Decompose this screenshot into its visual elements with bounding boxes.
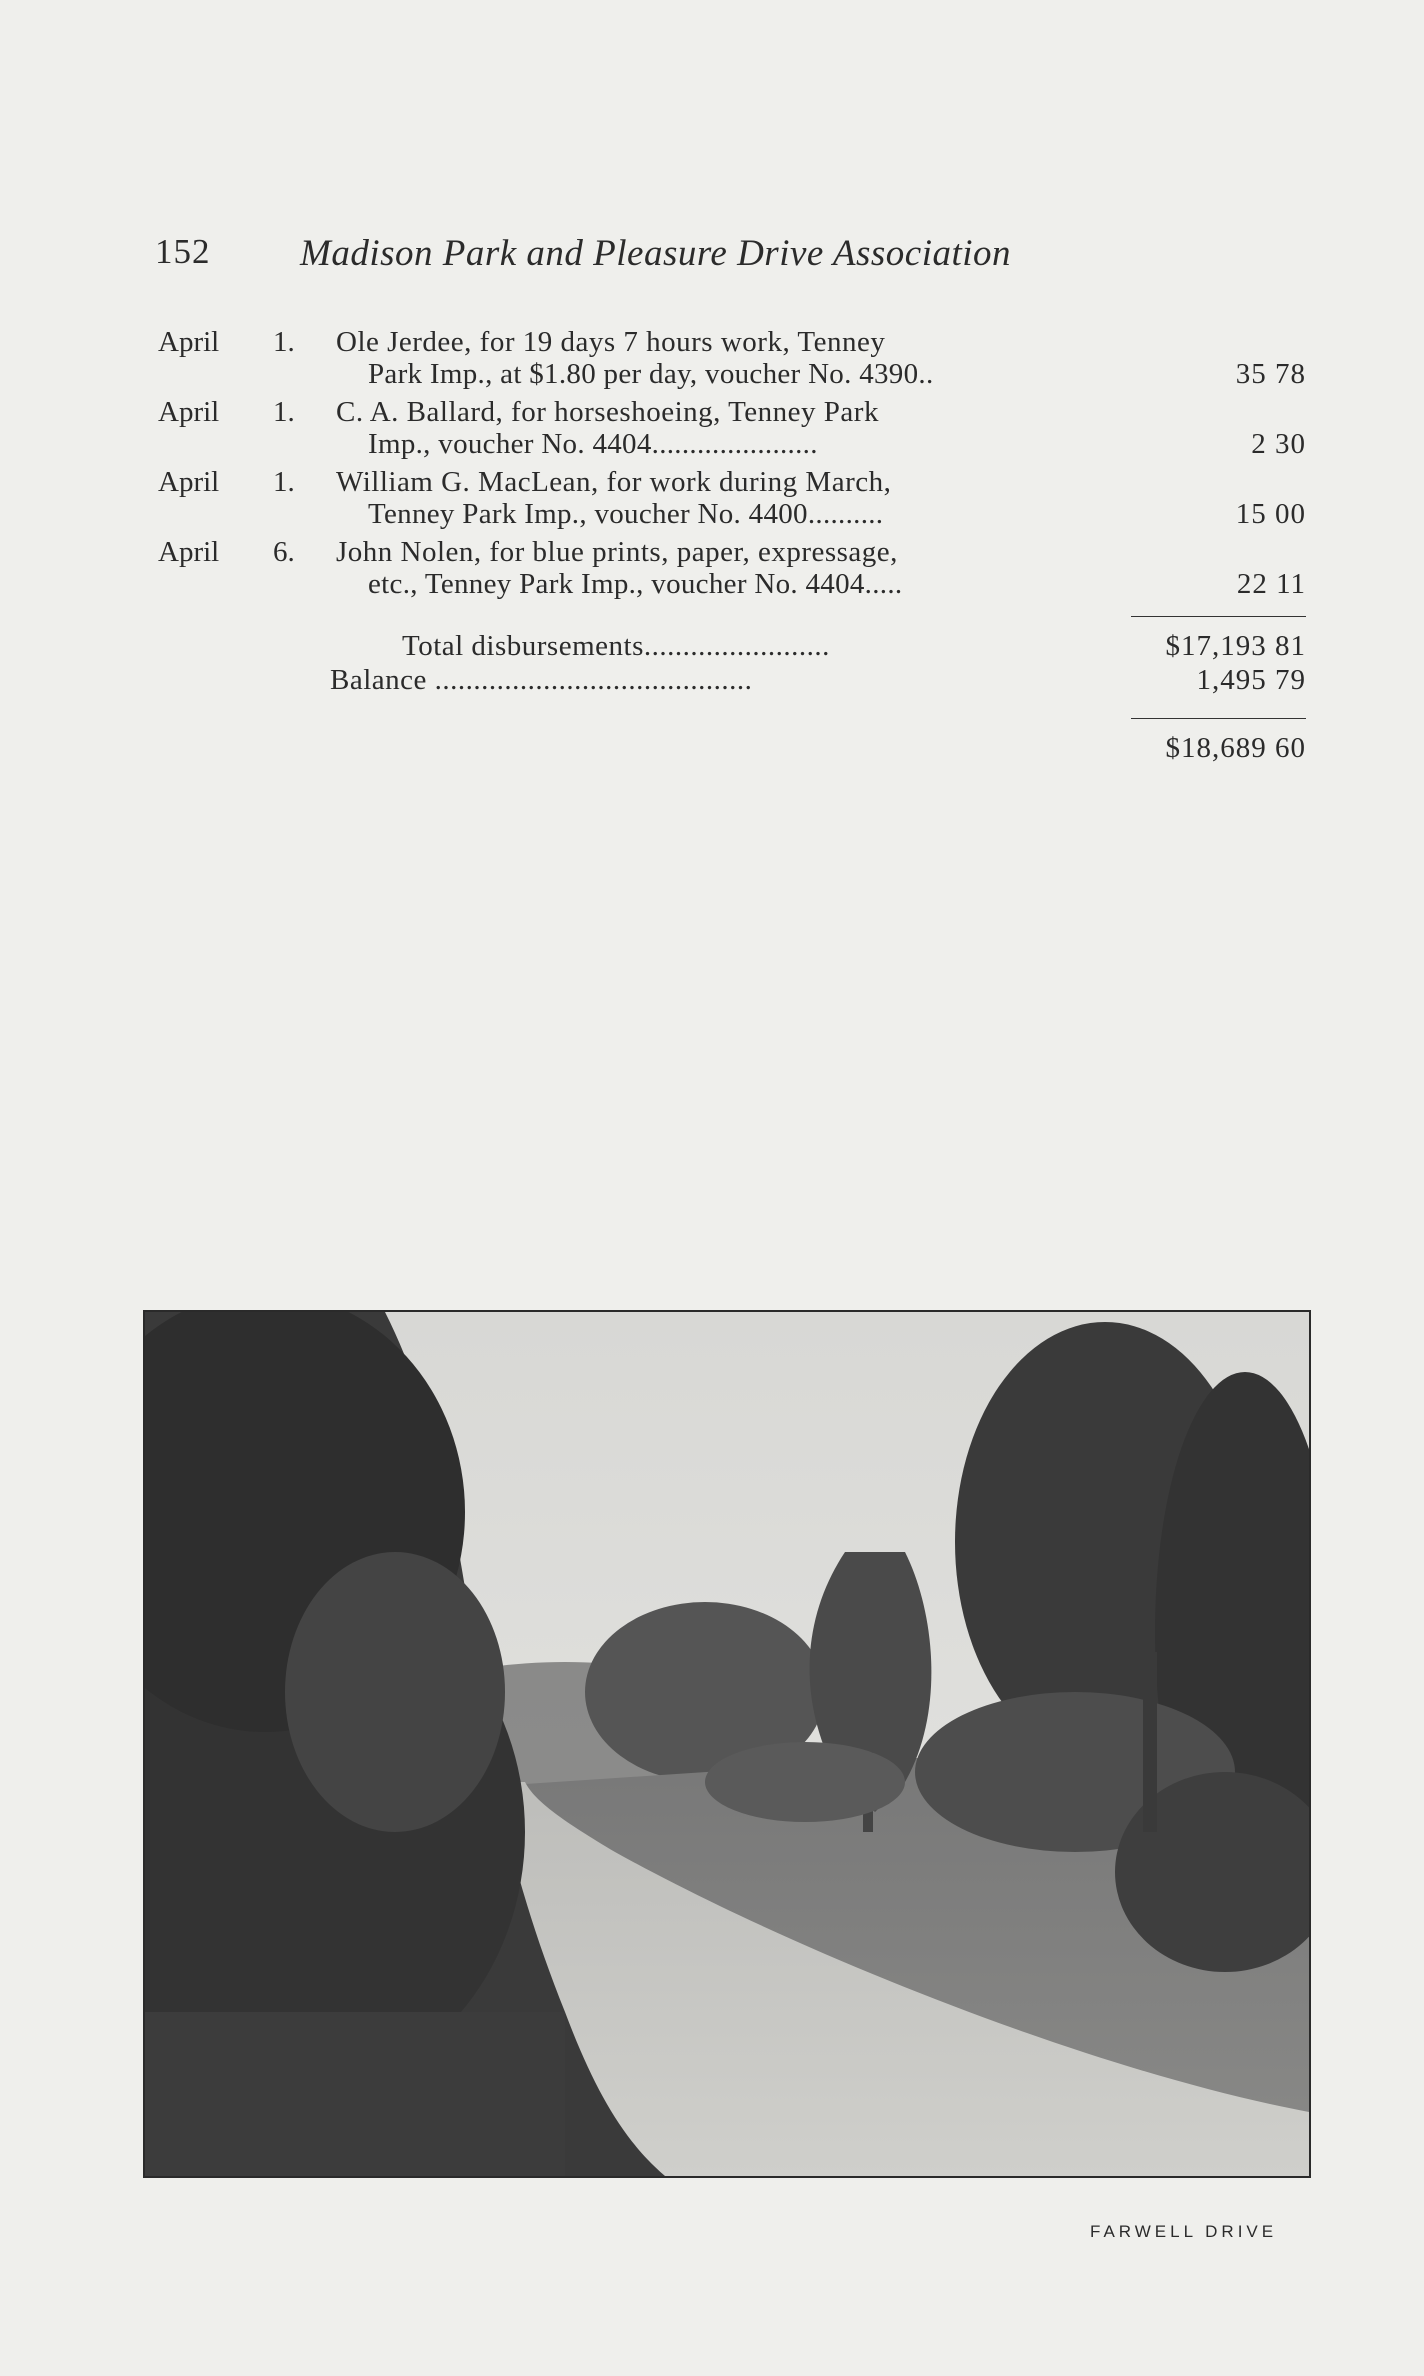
ledger-entry	[158, 462, 1306, 530]
total-disbursements-label: Total disbursements........................	[402, 630, 830, 662]
page-header	[155, 232, 1165, 280]
entry-description: Ole Jerdee, for 19 days 7 hours work, Tenney	[336, 326, 886, 358]
entry-amount: 35 78	[1235, 358, 1306, 390]
entry-description-continued: etc., Tenney Park Imp., voucher No. 4404.....	[368, 568, 903, 600]
entry-month: April	[158, 536, 220, 568]
entry-amount: 2 30	[1251, 428, 1306, 460]
farwell-drive-photograph	[143, 1310, 1311, 2178]
balance-label: Balance .........................................	[330, 664, 753, 696]
entry-amount: 15 00	[1235, 498, 1306, 530]
balance-amount: 1,495 79	[1196, 664, 1306, 696]
entry-description-continued: Park Imp., at $1.80 per day, voucher No. 4390..	[368, 358, 934, 390]
entry-description: John Nolen, for blue prints, paper, expressage,	[336, 536, 898, 568]
disbursement-ledger	[158, 322, 1306, 764]
entry-month: April	[158, 326, 220, 358]
entry-day: 1.	[273, 466, 295, 498]
grand-total-rule	[1131, 718, 1306, 719]
entry-day: 6.	[273, 536, 295, 568]
entry-day: 1.	[273, 326, 295, 358]
entry-description-continued: Imp., voucher No. 4404......................	[368, 428, 818, 460]
entry-amount: 22 11	[1236, 568, 1306, 600]
ledger-entry	[158, 392, 1306, 460]
ledger-entry	[158, 532, 1306, 600]
running-title: Madison Park and Pleasure Drive Association	[300, 233, 1012, 274]
entry-month: April	[158, 396, 220, 428]
grand-total-amount: $18,689 60	[1165, 732, 1306, 764]
entry-day: 1.	[273, 396, 295, 428]
total-disbursements-amount: $17,193 81	[1165, 630, 1306, 662]
entry-description: C. A. Ballard, for horseshoeing, Tenney Park	[336, 396, 879, 428]
subtotal-rule	[1131, 616, 1306, 617]
photograph-illustration	[145, 1312, 1309, 2176]
entry-month: April	[158, 466, 220, 498]
photo-caption: FARWELL DRIVE	[1090, 2222, 1278, 2241]
ledger-entry	[158, 322, 1306, 390]
entry-description: William G. MacLean, for work during March,	[336, 466, 892, 498]
entry-description-continued: Tenney Park Imp., voucher No. 4400..........	[368, 498, 884, 530]
page-number: 152	[155, 232, 211, 271]
